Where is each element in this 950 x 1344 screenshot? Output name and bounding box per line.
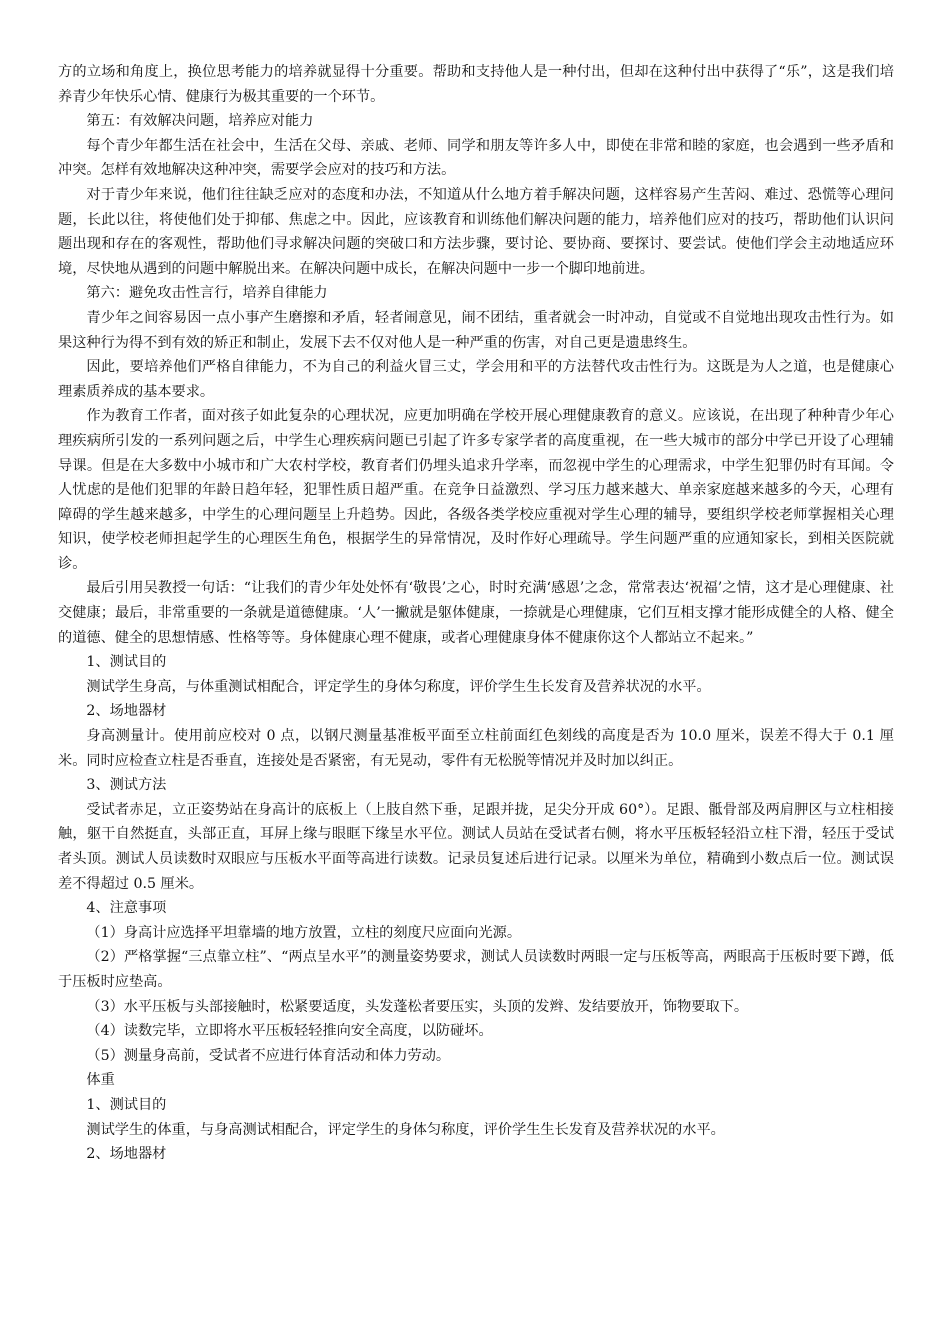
section-heading: 第五：有效解决问题，培养应对能力 bbox=[86, 113, 314, 130]
section-heading: 第六：避免攻击性言行，培养自律能力 bbox=[86, 285, 328, 302]
list-item: （5）测量身高前，受试者不应进行体育活动和体力劳动。 bbox=[86, 1047, 451, 1064]
list-item: （4）读数完毕，立即将水平压板轻轻推向安全高度，以防碰坏。 bbox=[86, 1023, 493, 1040]
section-heading: 2、场地器材 bbox=[86, 1146, 167, 1163]
section-heading: 4、注意事项 bbox=[86, 900, 167, 917]
paragraph: 身高测量计。使用前应校对 0 点，以钢尺测量基准板平面至立柱前面红色刻线的高度是否为 10.0 厘米，误差不得大于 0.1 厘米。同时应检查立柱是否垂直，连接处是否紧密，有无晃动，零件有无松脱等情况并及时加以纠正。 bbox=[58, 728, 894, 769]
paragraph: 因此，要培养他们严格自律能力，不为自己的利益火冒三丈，学会用和平的方法替代攻击性行为。这既是为人之道，也是健康心理素质养成的基本要求。 bbox=[58, 359, 894, 400]
paragraph: 受试者赤足，立正姿势站在身高计的底板上（上肢自然下垂，足跟并拢，足尖分开成 60°）。足跟、骶骨部及两肩胛区与立柱相接触，躯干自然挺直，头部正直，耳屏上缘与眼眶下缘呈水平位。测试人员站在受试者右侧，将水平压板轻轻沿立柱下滑，轻压于受试者头顶。测试人员读数时双眼应与压板水平面等高进行读数。记录员复述后进行记录。以厘米为单位，精确到小数点后一位。测试误差不得超过 0.5 厘米。 bbox=[58, 801, 894, 892]
list-item: （3）水平压板与头部接触时，松紧要适度，头发蓬松者要压实，头顶的发辫、发结要放开，饰物要取下。 bbox=[86, 998, 749, 1015]
paragraph: 青少年之间容易因一点小事产生磨擦和矛盾，轻者闹意见，闹不团结，重者就会一时冲动，自觉或不自觉地出现攻击性行为。如果这种行为得不到有效的矫正和制止，发展下去不仅对他人是一种严重的伤害，对自己更是遗患终生。 bbox=[58, 309, 894, 351]
section-heading: 1、测试目的 bbox=[86, 654, 167, 671]
paragraph: 作为教育工作者，面对孩子如此复杂的心理状况，应更加明确在学校开展心理健康教育的意义。应该说，在出现了种种青少年心理疾病所引发的一系列问题之后，中学生心理疾病问题已引起了许多专家学者的高度重视，在一些大城市的部分中学已开设了心理辅导课。但是在大多数中小城市和广大农村学校，教育者们仍埋头追求升学率，而忽视中学生的心理需求，中学生犯罪仍时有耳闻。令人忧虑的是他们犯罪的年龄日趋年轻，犯罪性质日超严重。在竞争日益激烈、学习压力越来越大、单亲家庭越来越多的今天，心理有障碍的学生越来越多，中学生的心理问题呈上升趋势。因此，各级各类学校应重视对学生心理的辅导，要组织学校老师掌握相关心理知识，使学校老师担起学生的心理医生角色，根据学生的异常情况，及时作好心理疏导。学生问题严重的应通知家长，到相关医院就诊。 bbox=[58, 408, 894, 572]
paragraph: 每个青少年都生活在社会中，生活在父母、亲戚、老师、同学和朋友等许多人中，即使在非常和睦的家庭，也会遇到一些矛盾和冲突。怎样有效地解决这种冲突，需要学会应对的技巧和方法。 bbox=[58, 137, 894, 179]
section-heading: 1、测试目的 bbox=[86, 1096, 167, 1113]
section-heading: 2、场地器材 bbox=[86, 703, 167, 720]
document-page bbox=[58, 60, 894, 1167]
paragraph: 对于青少年来说，他们往往缺乏应对的态度和办法，不知道从什么地方着手解决问题，这样容易产生苦闷、难过、恐慌等心理问题，长此以往，将使他们处于抑郁、焦虑之中。因此，应该教育和训练他们解决问题的能力，培养他们应对的技巧，帮助他们认识问题出现和存在的客观性，帮助他们寻求解决问题的突破口和方法步骤，要讨论、要协商、要探讨、要尝试。使他们学会主动地适应环境，尽快地从遇到的问题中解脱出来。在解决问题中成长，在解决问题中一步一个脚印地前进。 bbox=[58, 186, 894, 277]
quote-paragraph: 最后引用吴教授一句话：“让我们的青少年处处怀有‘敬畏’之心，时时充满‘感恩’之念，常常表达‘祝福’之情，这才是心理健康、社交健康；最后，非常重要的一条就是道德健康。‘人’一撇就是躯体健康，一捺就是心理健康，它们互相支撑才能形成健全的人格、健全的道德、健全的思想情感、性格等等。身体健康心理不健康，或者心理健康身体不健康你这个人都站立不起来。” bbox=[58, 580, 894, 646]
list-item: （2）严格掌握“三点靠立柱”、“两点呈水平”的测量姿势要求，测试人员读数时两眼一定与压板等高，两眼高于压板时要下蹲，低于压板时应垫高。 bbox=[58, 949, 894, 990]
list-item: （1）身高计应选择平坦靠墙的地方放置，立柱的刻度尺应面向光源。 bbox=[86, 924, 522, 941]
section-heading: 3、测试方法 bbox=[86, 777, 167, 794]
section-title: 体重 bbox=[86, 1072, 115, 1089]
paragraph: 测试学生身高，与体重测试相配合，评定学生的身体匀称度，评价学生生长发育及营养状况的水平。 bbox=[86, 678, 711, 695]
paragraph: 测试学生的体重，与身高测试相配合，评定学生的身体匀称度，评价学生生长发育及营养状况的水平。 bbox=[86, 1121, 725, 1138]
paragraph: 方的立场和角度上，换位思考能力的培养就显得十分重要。帮助和支持他人是一种付出，但却在这种付出中获得了“乐”，这是我们培养青少年快乐心情、健康行为极其重要的一个环节。 bbox=[58, 64, 894, 105]
